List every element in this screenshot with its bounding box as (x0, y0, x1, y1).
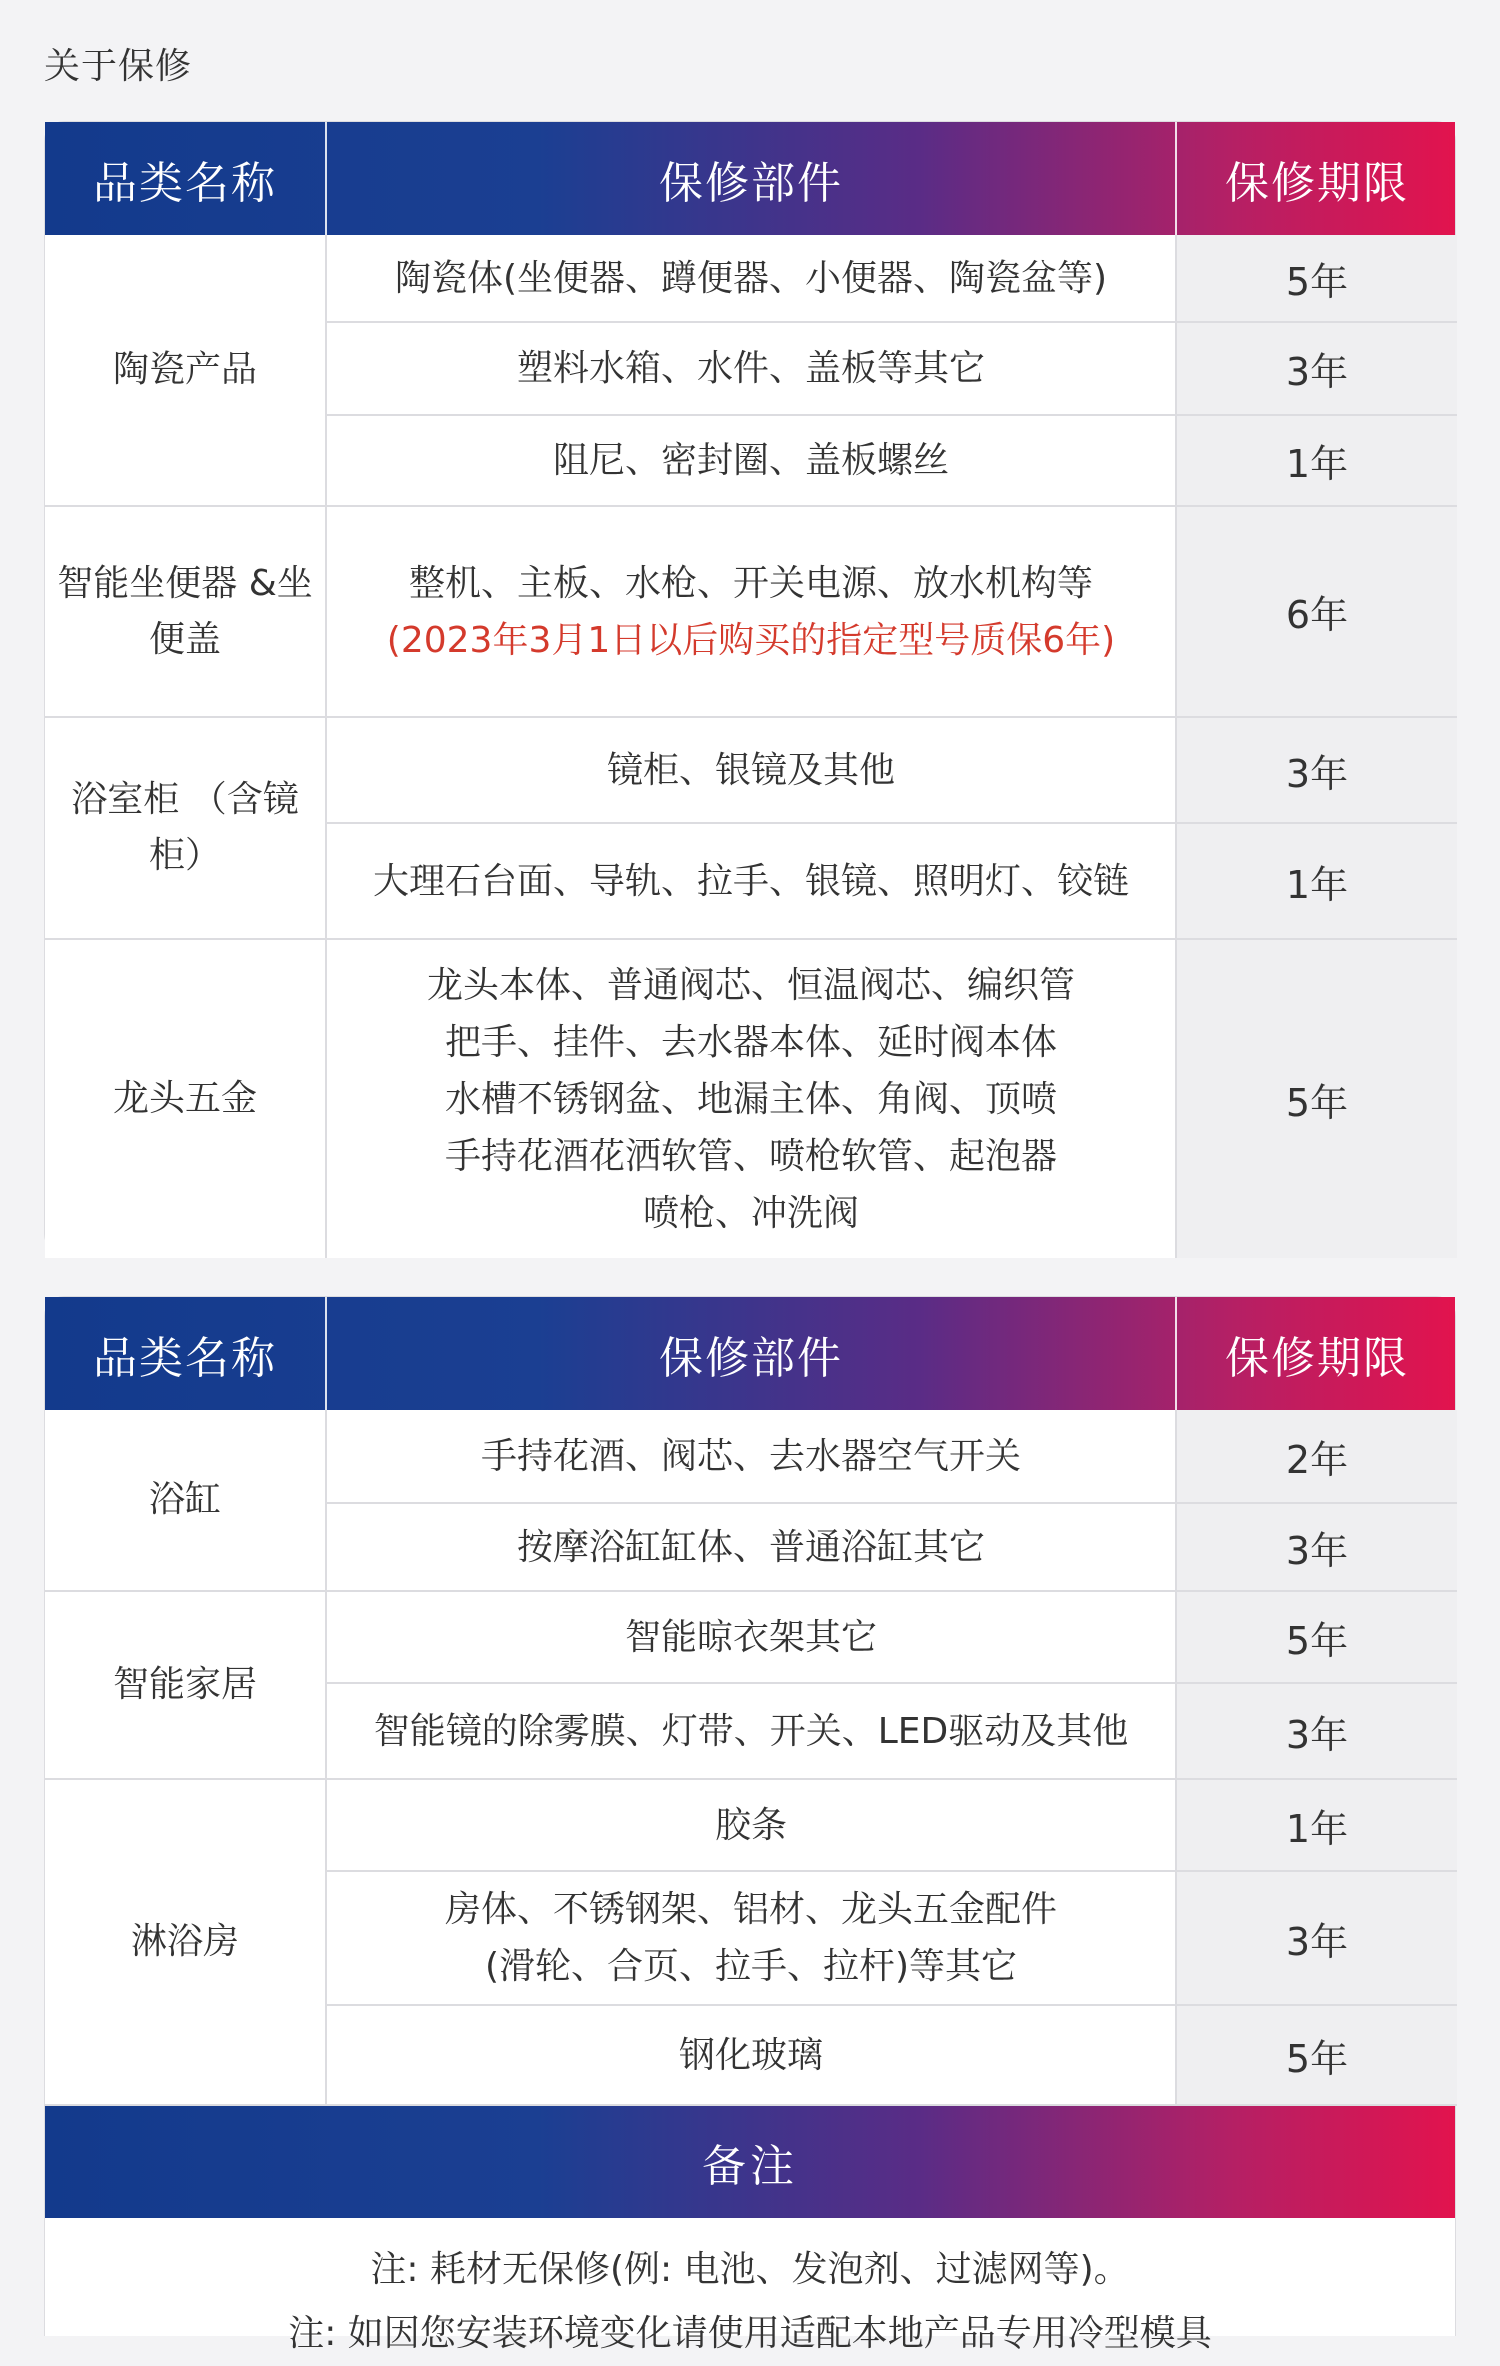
period-cell: 1年 (1177, 824, 1457, 940)
group-smart-toilet (45, 507, 1455, 718)
parts-text: 阻尼、密封圈、盖板螺丝 (552, 440, 949, 481)
period-cell: 2年 (1177, 1410, 1457, 1504)
parts-cell (327, 1780, 1177, 1872)
parts-cell (327, 940, 1177, 1258)
group-bathroom-cabinet (45, 718, 1455, 940)
category-label: 智能坐便器 (57, 562, 238, 604)
parts-text: 胶条 (714, 1804, 787, 1846)
period-cell: 1年 (1177, 1780, 1457, 1872)
remark-line: 注: 耗材无保修(例: 电池、发泡剂、过滤网等)。 (370, 2249, 1130, 2290)
period-cell: 3年 (1177, 323, 1457, 416)
header-category: 品类名称 (45, 122, 327, 235)
category-cell (45, 1410, 327, 1592)
period-cell: 1年 (1177, 416, 1457, 507)
remarks-body (45, 2218, 1455, 2354)
parts-text: 整机、主板、水枪、开关电源、放水机构等 (408, 562, 1093, 604)
parts-cell (327, 1684, 1177, 1780)
parts-text: 陶瓷体(坐便器、蹲便器、小便器、陶瓷盆等) (394, 257, 1108, 299)
period-cell: 6年 (1177, 507, 1457, 718)
header-period: 保修期限 (1225, 1332, 1409, 1384)
parts-text: (滑轮、合页、拉手、拉杆)等其它 (484, 1946, 1018, 1987)
header-parts: 保修部件 (327, 1297, 1177, 1410)
category-label: 陶瓷产品 (112, 349, 257, 390)
parts-cell (327, 507, 1177, 718)
parts-text: 把手、挂件、去水器本体、延时阀本体 (444, 1021, 1057, 1063)
warranty-table-1 (44, 121, 1456, 1254)
category-cell (45, 718, 327, 940)
period-cell: 3年 (1177, 1504, 1457, 1592)
group-ceramics (45, 235, 1455, 507)
category-cell (45, 1592, 327, 1780)
parts-text: 房体、不锈钢架、铝材、龙头五金配件 (444, 1889, 1057, 1930)
parts-text: 喷枪、冲洗阀 (642, 1192, 859, 1234)
group-shower-room (45, 1780, 1455, 2106)
period-cell: 5年 (1177, 1592, 1457, 1684)
period-cell: 5年 (1177, 2006, 1457, 2106)
parts-cell (327, 718, 1177, 824)
parts-text: 按摩浴缸缸体、普通浴缸其它 (516, 1526, 985, 1568)
parts-text: 大理石台面、导轨、拉手、银镜、照明灯、铰链 (372, 860, 1129, 902)
parts-text: 水槽不锈钢盆、地漏主体、角阀、顶喷 (444, 1078, 1057, 1120)
parts-cell (327, 1410, 1177, 1504)
group-faucet-hardware (45, 940, 1455, 1258)
category-cell (45, 507, 327, 718)
parts-cell (327, 235, 1177, 323)
period-cell: 5年 (1177, 940, 1457, 1258)
parts-text: 智能镜的除雾膜、灯带、开关、LED驱动及其他 (373, 1710, 1129, 1752)
parts-text: 镜柜、银镜及其他 (606, 749, 895, 791)
parts-cell (327, 1872, 1177, 2006)
category-cell (45, 940, 327, 1258)
period-cell: 5年 (1177, 235, 1457, 323)
period-cell: 3年 (1177, 1872, 1457, 2006)
parts-cell (327, 416, 1177, 507)
category-cell (45, 1780, 327, 2106)
header-category: 品类名称 (45, 1297, 327, 1410)
category-label: 龙头五金 (112, 1078, 257, 1119)
category-label: （含镜柜） (148, 779, 299, 876)
category-label: 淋浴房 (130, 1921, 239, 1962)
table-header (45, 1297, 1455, 1410)
parts-text: 龙头本体、普通阀芯、恒温阀芯、编织管 (426, 964, 1075, 1006)
header-parts: 保修部件 (327, 122, 1177, 235)
category-label: 浴室柜 (71, 779, 180, 820)
category-label: 智能家居 (112, 1664, 257, 1705)
parts-cell (327, 2006, 1177, 2106)
parts-text: 钢化玻璃 (678, 2034, 823, 2076)
period-cell: 3年 (1177, 718, 1457, 824)
parts-cell (327, 824, 1177, 940)
table-header (45, 122, 1455, 235)
parts-cell (327, 1504, 1177, 1592)
category-cell (45, 235, 327, 507)
remark-line-cut: 注: 如因您安装环境变化请使用适配本地产品专用冷型模具 (288, 2313, 1212, 2354)
group-bathtub (45, 1410, 1455, 1592)
warranty-table-2 (44, 1296, 1456, 2354)
parts-text: 塑料水箱、水件、盖板等其它 (516, 348, 985, 389)
header-period: 保修期限 (1225, 157, 1409, 209)
warranty-note: (2023年3月1日以后购买的指定型号质保6年) (386, 619, 1116, 661)
parts-text: 智能晾衣架其它 (624, 1616, 877, 1658)
parts-cell (327, 323, 1177, 416)
parts-cell (327, 1592, 1177, 1684)
category-label: 浴缸 (148, 1479, 221, 1520)
group-smart-home (45, 1592, 1455, 1780)
page-title: 关于保修 (44, 46, 193, 87)
period-cell: 3年 (1177, 1684, 1457, 1780)
category-label: &坐便盖 (148, 562, 313, 660)
parts-text: 手持花酒、阀芯、去水器空气开关 (480, 1435, 1021, 1477)
parts-text: 手持花酒花洒软管、喷枪软管、起泡器 (444, 1135, 1057, 1177)
remarks-header: 备注 (45, 2106, 1455, 2218)
